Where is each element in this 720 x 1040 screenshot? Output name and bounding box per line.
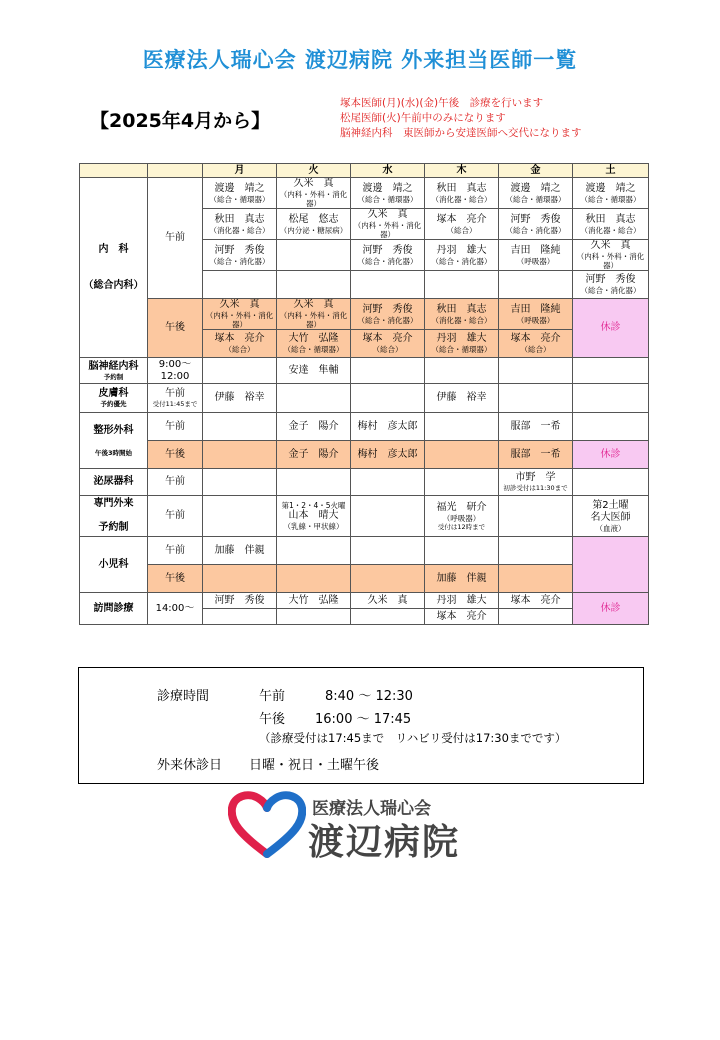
- session-label: 午前: [165, 388, 185, 399]
- doctor-name: 河野 秀俊: [362, 244, 413, 256]
- doctor-name: 久米 真: [293, 178, 334, 189]
- table-row: [80, 178, 649, 209]
- table-row: [80, 565, 649, 593]
- table-row: [80, 441, 649, 469]
- table-row: [80, 469, 649, 496]
- doctor-name: 塚本 亮介: [510, 333, 561, 344]
- closed-cell: 休診: [573, 299, 649, 358]
- doctor-specialty: （総合・消化器）: [357, 256, 418, 266]
- doctor-cell: [351, 209, 425, 240]
- doctor-cell: [573, 178, 649, 209]
- doctor-name: 秋田 真志: [436, 182, 487, 194]
- doctor-name: 秋田 真志: [214, 213, 265, 225]
- doctor-specialty: （総合・循環器）: [505, 194, 566, 204]
- doctor-cell: [277, 565, 351, 593]
- doctor-cell: [203, 413, 277, 441]
- doctor-specialty: （総合・循環器）: [580, 194, 641, 204]
- doctor-cell: [203, 299, 277, 330]
- day-header: 月: [203, 164, 277, 178]
- doctor-cell: [277, 384, 351, 413]
- doctor-cell: [277, 537, 351, 565]
- doctor-cell: [573, 384, 649, 413]
- doctor-name: 河野 秀俊: [510, 213, 561, 225]
- schedule-cell: [203, 496, 277, 537]
- closed-days-label: 外来休診日: [157, 758, 223, 773]
- doctor-specialty: （総合）: [372, 345, 403, 354]
- schedule-cell: [499, 496, 573, 537]
- doctor-specialty: （内科・外科・消化器）: [205, 311, 274, 329]
- dept-name: 専門外来: [93, 498, 134, 509]
- doctor-cell: 安達 隼輔: [277, 358, 351, 384]
- doctor-specialty: （総合・消化器）: [580, 286, 641, 295]
- doctor-name: 久米 真: [590, 240, 631, 251]
- doctor-cell: [203, 240, 277, 271]
- doctor-cell: 河野 秀俊: [203, 593, 277, 609]
- day-header: 火: [277, 164, 351, 178]
- dept-name: 小児科: [98, 558, 129, 570]
- doctor-cell: [573, 209, 649, 240]
- dept-note: 予約制: [103, 372, 124, 381]
- doctor-specialty: （呼吸器）: [442, 513, 481, 523]
- doctor-specialty: （総合・循環器）: [283, 345, 344, 354]
- doctor-cell: [499, 299, 573, 330]
- notice-item: 塚本医師(月)(水)(金)午後 診療を行います: [340, 97, 544, 109]
- dept-pediatrics: [80, 537, 148, 593]
- doctor-cell: [277, 496, 351, 537]
- hours-am-time: 8:40 ～ 12:30: [325, 689, 413, 704]
- doctor-cell: [425, 496, 499, 537]
- doctor-name: 福光 研介: [436, 501, 487, 513]
- dept-name: 内 科: [98, 243, 129, 255]
- doctor-specialty: （総合）: [520, 345, 551, 354]
- doctor-specialty: （総合・循環器）: [209, 194, 270, 204]
- reception-note: 受付11:45まで: [152, 400, 198, 408]
- dept-internal-medicine: [80, 178, 148, 358]
- doctor-name: 河野 秀俊: [585, 274, 636, 285]
- closed-cell: [573, 537, 649, 593]
- doctor-cell: [351, 609, 425, 625]
- doctor-cell: [573, 240, 649, 271]
- doctor-specialty: （内科・外科・消化器）: [576, 252, 645, 270]
- doctor-cell: [351, 358, 425, 384]
- doctor-cell: 塚本 亮介: [499, 593, 573, 609]
- doctor-specialty: （乳線・甲状線）: [283, 522, 344, 531]
- doctor-cell: [425, 299, 499, 330]
- doctor-cell: 丹羽 雄大: [425, 593, 499, 609]
- doctor-name: 河野 秀俊: [362, 303, 413, 315]
- table-row: [80, 593, 649, 609]
- doctor-cell: [425, 441, 499, 469]
- doctor-specialty: （内分泌・糖尿病）: [279, 225, 348, 235]
- doctor-cell: [351, 178, 425, 209]
- doctor-specialty: （総合）: [446, 225, 477, 235]
- effective-period: 【2025年4月から】: [90, 110, 271, 132]
- dept-name: 皮膚科: [98, 388, 129, 399]
- doctor-cell: [203, 209, 277, 240]
- dept-name: 泌尿器科: [93, 476, 134, 487]
- doctor-name: 渡邊 靖之: [214, 182, 265, 194]
- doctor-cell: [499, 565, 573, 593]
- table-row: [80, 299, 649, 330]
- dept-note: 予約制: [98, 522, 129, 533]
- session-am: 午前: [148, 469, 203, 496]
- session-pm: 午後: [148, 299, 203, 358]
- hours-label: 診療時間: [157, 689, 210, 704]
- table-row: [80, 384, 649, 413]
- doctor-name: 渡邊 靖之: [362, 182, 413, 194]
- doctor-cell: [425, 240, 499, 271]
- dept-name: 整形外科: [93, 424, 134, 436]
- doctor-name: 丹羽 雄大: [436, 333, 487, 344]
- doctor-specialty: （消化器・総合）: [209, 225, 270, 235]
- doctor-cell: 伊藤 裕幸: [425, 384, 499, 413]
- doctor-cell: 久米 真: [351, 593, 425, 609]
- doctor-cell: [203, 565, 277, 593]
- session-time: 14:00～: [148, 593, 203, 625]
- schedule-cell: [351, 496, 425, 537]
- doctor-name: 河野 秀俊: [214, 244, 265, 256]
- session-pm: 午後: [148, 441, 203, 469]
- doctor-name: 吉田 隆純: [510, 244, 561, 256]
- doctor-cell: 加藤 伴親: [425, 565, 499, 593]
- doctor-cell: [499, 609, 573, 625]
- doctor-cell: 金子 陽介: [277, 441, 351, 469]
- doctor-cell: 服部 一希: [499, 413, 573, 441]
- doctor-specialty: （総合・消化器）: [431, 256, 492, 266]
- corner-cell: [148, 164, 203, 178]
- day-header: 土: [573, 164, 649, 178]
- doctor-cell: [499, 240, 573, 271]
- dept-note: 午後3時開始: [94, 448, 133, 457]
- hours-am-label: 午前: [259, 689, 286, 704]
- doctor-cell: [277, 299, 351, 330]
- doctor-cell: [425, 271, 499, 299]
- day-header: 木: [425, 164, 499, 178]
- doctor-cell: 大竹 弘隆: [277, 593, 351, 609]
- session-am: 午前: [148, 178, 203, 299]
- notice-item: 脳神経内科 東医師から安達医師へ交代になります: [340, 127, 582, 139]
- logo-hospital-name: 渡辺病院: [308, 822, 461, 863]
- doctor-cell: [499, 469, 573, 496]
- dept-dermatology: [80, 384, 148, 413]
- doctor-cell: [277, 209, 351, 240]
- doctor-cell: [499, 358, 573, 384]
- doctor-specialty: （総合）: [224, 345, 255, 354]
- doctor-specialty: （総合・消化器）: [209, 256, 270, 266]
- doctor-cell: 金子 陽介: [277, 413, 351, 441]
- dept-home-visit: [80, 593, 148, 625]
- doctor-cell: 服部 一希: [499, 441, 573, 469]
- doctor-specialty: （総合・循環器）: [357, 194, 418, 204]
- doctor-cell: [425, 413, 499, 441]
- day-header: 金: [499, 164, 573, 178]
- doctor-cell: 梅村 彦太郎: [351, 413, 425, 441]
- doctor-name: 渡邊 靖之: [510, 182, 561, 194]
- session-am: 午前: [148, 413, 203, 441]
- doctor-specialty: （消化器・総合）: [431, 315, 492, 325]
- doctor-cell: [425, 209, 499, 240]
- doctor-cell: [203, 271, 277, 299]
- doctor-name: 塚本 亮介: [214, 333, 265, 344]
- doctor-name: 久米 真: [367, 209, 408, 220]
- doctor-cell: [573, 413, 649, 441]
- doctor-specialty: （総合・消化器）: [357, 315, 418, 325]
- dept-note: 予約優先: [100, 400, 127, 408]
- doctor-name: 大竹 弘隆: [288, 333, 339, 344]
- doctor-specialty: （内科・外科・消化器）: [279, 190, 348, 208]
- doctor-name: 秋田 真志: [585, 213, 636, 225]
- doctor-cell: [499, 330, 573, 358]
- schedule-note: 第2土曜: [592, 499, 629, 511]
- closed-cell: 休診: [573, 593, 649, 625]
- doctor-cell: [277, 271, 351, 299]
- doctor-cell: [499, 384, 573, 413]
- doctor-cell: [499, 271, 573, 299]
- notice-item: 松尾医師(火)午前中のみになります: [340, 112, 506, 124]
- doctor-cell: [351, 565, 425, 593]
- closed-days: 日曜・祝日・土曜午後: [249, 758, 380, 773]
- doctor-name: 市野 学: [515, 472, 556, 483]
- doctor-name: 塚本 亮介: [436, 213, 487, 225]
- doctor-cell: 伊藤 裕幸: [203, 384, 277, 413]
- consultation-hours-box: [78, 667, 644, 784]
- reception-note: 初診受付は11:30まで: [503, 484, 568, 492]
- session-am: 午前: [148, 496, 203, 537]
- schedule-table: [79, 163, 649, 625]
- schedule-cell: [351, 469, 425, 496]
- doctor-cell: [425, 358, 499, 384]
- doctor-cell: [277, 178, 351, 209]
- doctor-cell: 塚本 亮介: [425, 609, 499, 625]
- corner-cell: [80, 164, 148, 178]
- doctor-cell: [277, 240, 351, 271]
- doctor-name: 秋田 真志: [436, 303, 487, 315]
- doctor-cell: [351, 330, 425, 358]
- hospital-logo: [228, 790, 498, 865]
- doctor-specialty: （血液）: [595, 523, 626, 533]
- doctor-name: 丹羽 雄大: [436, 244, 487, 256]
- doctor-specialty: （内科・外科・消化器）: [279, 311, 348, 329]
- doctor-cell: 加藤 伴親: [203, 537, 277, 565]
- doctor-cell: [203, 609, 277, 625]
- doctor-name: 松尾 悠志: [288, 213, 339, 225]
- table-row: [80, 496, 649, 537]
- heart-logo-icon: [228, 790, 306, 860]
- doctor-specialty: （呼吸器）: [516, 256, 555, 266]
- dept-specialty: [80, 496, 148, 537]
- doctor-cell: [499, 537, 573, 565]
- dept-orthopedics: [80, 413, 148, 469]
- doctor-cell: [351, 537, 425, 565]
- schedule-note: 第1・2・4・5火曜: [281, 501, 346, 510]
- doctor-cell: [573, 271, 649, 299]
- doctor-cell: [499, 209, 573, 240]
- doctor-cell: [203, 358, 277, 384]
- doctor-cell: [425, 537, 499, 565]
- table-row: [80, 413, 649, 441]
- doctor-cell: [351, 271, 425, 299]
- doctor-specialty: （消化器・総合）: [580, 225, 641, 235]
- doctor-name: 久米 真: [219, 299, 260, 310]
- doctor-cell: [573, 358, 649, 384]
- doctor-specialty: （呼吸器）: [516, 315, 555, 325]
- doctor-specialty: （消化器・総合）: [431, 194, 492, 204]
- logo-org-name: 医療法人瑞心会: [312, 799, 431, 819]
- doctor-specialty: （総合・循環器）: [431, 345, 492, 354]
- schedule-cell: [277, 469, 351, 496]
- schedule-cell: [203, 469, 277, 496]
- doctor-name: 名大医師: [590, 511, 631, 523]
- doctor-cell: [351, 240, 425, 271]
- doctor-name: 久米 真: [293, 299, 334, 310]
- doctor-name: 塚本 亮介: [362, 333, 413, 344]
- doctor-specialty: （総合・消化器）: [505, 225, 566, 235]
- schedule-cell: [573, 469, 649, 496]
- schedule-cell: [425, 469, 499, 496]
- doctor-cell: [499, 178, 573, 209]
- doctor-specialty: （内科・外科・消化器）: [353, 221, 422, 239]
- table-row: [80, 537, 649, 565]
- doctor-cell: [277, 330, 351, 358]
- doctor-cell: 梅村 彦太郎: [351, 441, 425, 469]
- dept-subname: （総合内科）: [83, 279, 144, 291]
- session-time: 9:00～12:00: [148, 358, 203, 384]
- dept-name: 訪問診療: [93, 602, 134, 614]
- page-title: 医療法人瑞心会 渡辺病院 外来担当医師一覧: [142, 48, 578, 72]
- session-am: 午前: [148, 537, 203, 565]
- doctor-name: 吉田 隆純: [510, 303, 561, 315]
- doctor-name: 山本 晴大: [288, 510, 339, 521]
- doctor-name: 渡邊 靖之: [585, 182, 636, 194]
- doctor-cell: [425, 178, 499, 209]
- doctor-cell: [203, 441, 277, 469]
- dept-urology: [80, 469, 148, 496]
- hours-pm-label: 午後: [259, 712, 286, 727]
- dept-name: 脳神経内科: [88, 360, 139, 372]
- reception-note: 受付は12時まで: [437, 522, 486, 531]
- closed-cell: 休診: [573, 441, 649, 469]
- notice-list: [340, 96, 582, 141]
- table-row: [80, 164, 649, 178]
- doctor-cell: [203, 178, 277, 209]
- hours-reception-note: （診療受付は17:45まで リハビリ受付は17:30までです）: [259, 731, 567, 745]
- doctor-cell: [203, 330, 277, 358]
- doctor-cell: [351, 384, 425, 413]
- doctor-cell: [425, 330, 499, 358]
- session-pm: 午後: [148, 565, 203, 593]
- hours-pm-time: 16:00 ～ 17:45: [315, 712, 412, 727]
- doctor-cell: [573, 496, 649, 537]
- dept-neurology: [80, 358, 148, 384]
- day-header: 水: [351, 164, 425, 178]
- doctor-cell: [351, 299, 425, 330]
- session-am: [148, 384, 203, 413]
- doctor-cell: [277, 609, 351, 625]
- table-row: [80, 358, 649, 384]
